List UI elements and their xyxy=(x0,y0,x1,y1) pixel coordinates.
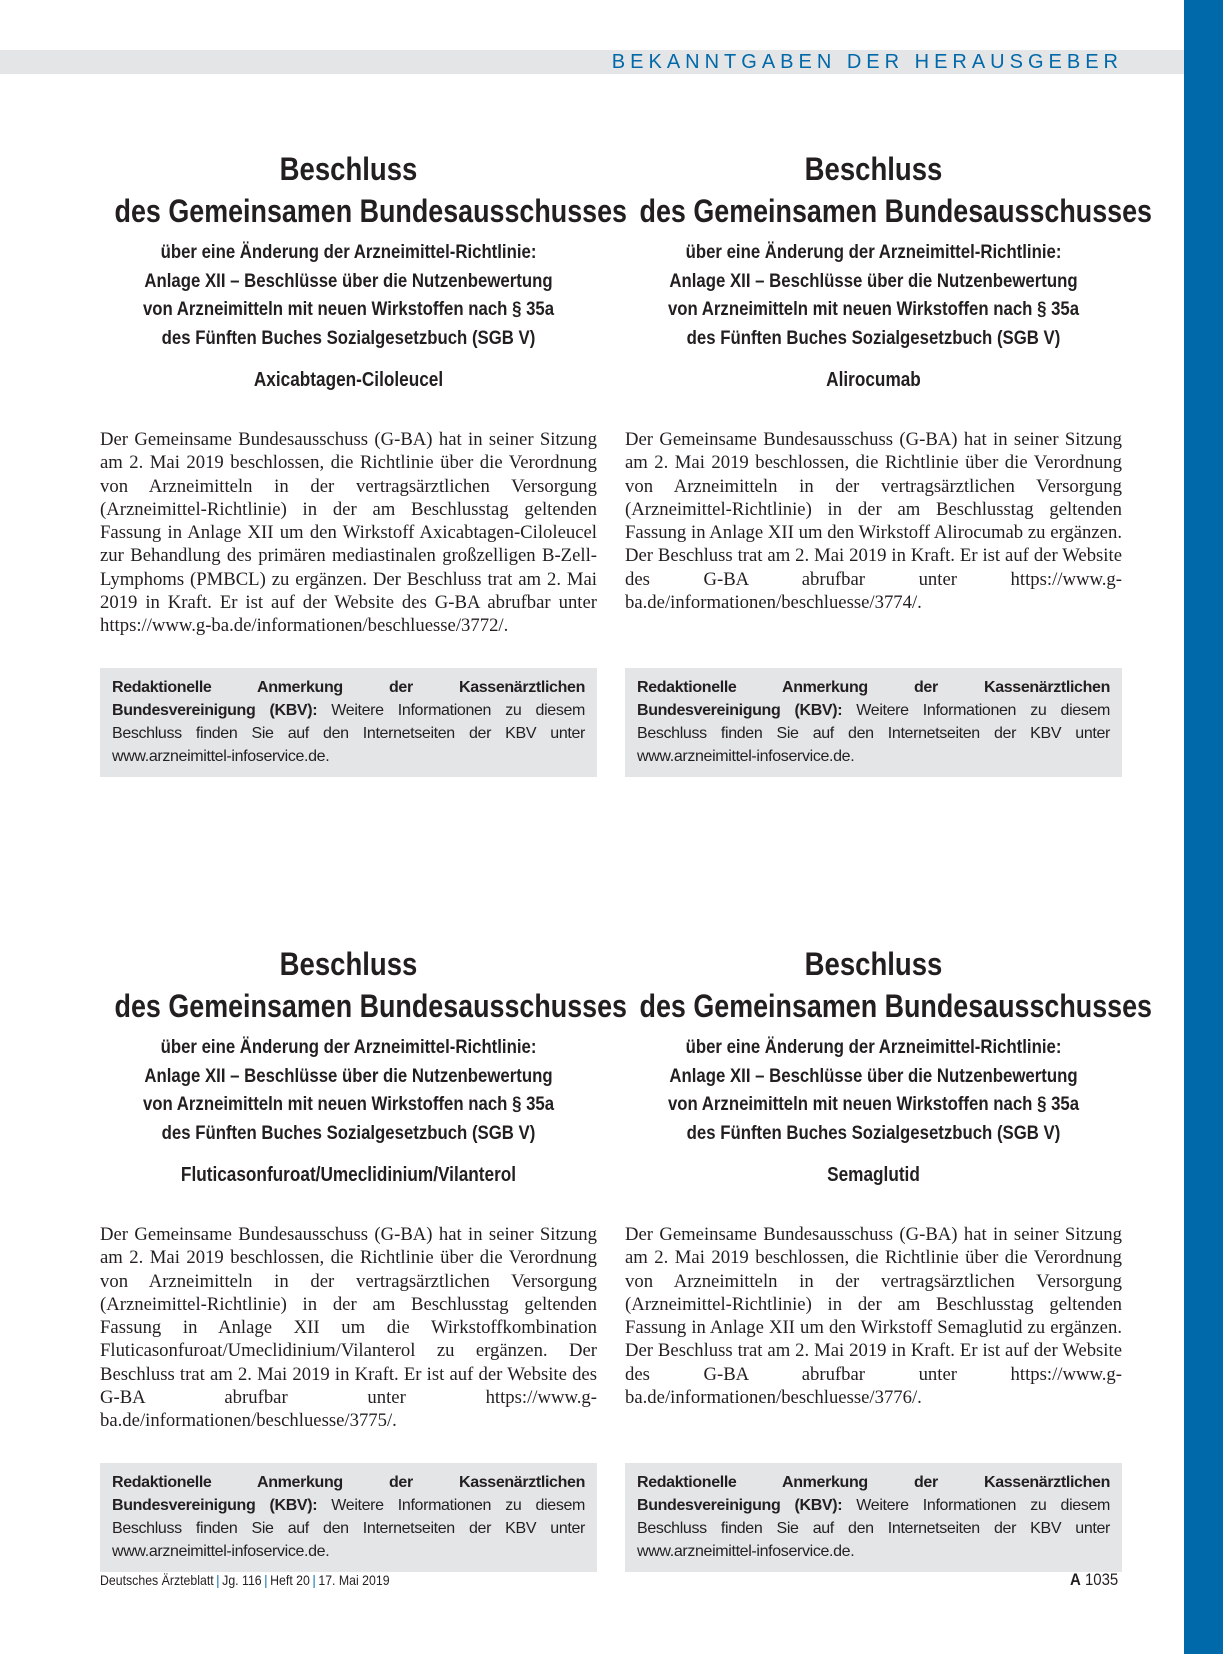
notice-drug-name: Axicabtagen-Ciloleucel xyxy=(253,369,444,391)
subtitle-line: Anlage XII – Beschlüsse über die Nutzenbewertung xyxy=(144,1064,553,1087)
footer-journal: Deutsches Ärzteblatt xyxy=(100,1572,214,1588)
subtitle-line: von Arzneimitteln mit neuen Wirkstoffen nach § 35a xyxy=(667,1093,1080,1115)
note-text: Weitere Informationen zu diesem Beschluss finden Sie auf den Internetseiten der KBV unter www.arzneimittel-infoservice.de. xyxy=(112,1497,585,1560)
notice-subtitle xyxy=(625,238,1122,352)
subtitle-line: über eine Änderung der Arzneimittel-Richtlinie: xyxy=(160,241,537,263)
editorial-note xyxy=(100,1463,597,1572)
footer-citation xyxy=(100,1570,390,1590)
side-color-bar xyxy=(1184,0,1223,1654)
footer-separator: | xyxy=(264,1572,268,1588)
subtitle-line: des Fünften Buches Sozialgesetzbuch (SGB V) xyxy=(686,1121,1061,1144)
subtitle-line: Anlage XII – Beschlüsse über die Nutzenbewertung xyxy=(669,269,1078,292)
subtitle-line: von Arzneimitteln mit neuen Wirkstoffen nach § 35a xyxy=(667,298,1080,320)
note-text: Weitere Informationen zu diesem Beschluss finden Sie auf den Internetseiten der KBV unter www.arzneimittel-infoservice.de. xyxy=(637,1497,1110,1560)
page-number xyxy=(1070,1570,1118,1590)
note-heading: Redaktionelle Anmerkung der Kassenärztlichen Bundesvereinigung (KBV): xyxy=(637,679,1110,719)
section-title: BEKANNTGABEN DER HERAUSGEBER xyxy=(611,51,1123,73)
subtitle-line: von Arzneimitteln mit neuen Wirkstoffen nach § 35a xyxy=(142,298,555,320)
subtitle-line: des Fünften Buches Sozialgesetzbuch (SGB V) xyxy=(161,326,536,349)
notice-title-authority: des Gemeinsamen Bundesausschusses xyxy=(639,988,1152,1024)
notice-body: Der Gemeinsame Bundesausschuss (G-BA) hat in seiner Sitzung am 2. Mai 2019 beschlossen, die Richtlinie über die Verordnung von Arzneimitteln in der vertragsärztlichen Versorgung (Arzneimittel-Richtlinie) in der am Beschlusstag geltenden Fassung in Anlage XII um den Wirkstoff Alirocumab zu ergänzen. Der Beschluss trat am 2. Mai 2019 in Kraft. Er ist auf der Website des G-BA abrufbar unter https://www.g-ba.de/informationen/beschluesse/3774/. xyxy=(625,429,1122,614)
notice-body: Der Gemeinsame Bundesausschuss (G-BA) hat in seiner Sitzung am 2. Mai 2019 beschlossen, die Richtlinie über die Verordnung von Arzneimitteln in der vertragsärztlichen Versorgung (Arzneimittel-Richtlinie) in der am Beschlusstag geltenden Fassung in Anlage XII um den Wirkstoff Semaglutid zu ergänzen. Der Beschluss trat am 2. Mai 2019 in Kraft. Er ist auf der Website des G-BA abrufbar unter https://www.g-ba.de/informationen/beschluesse/3776/. xyxy=(625,1224,1122,1409)
notice-fluticasonfuroat xyxy=(100,943,627,1560)
page-number-value: 1035 xyxy=(1084,1570,1119,1589)
editorial-note xyxy=(625,1463,1122,1572)
subtitle-line: über eine Änderung der Arzneimittel-Richtlinie: xyxy=(685,241,1062,263)
notice-body: Der Gemeinsame Bundesausschuss (G-BA) hat in seiner Sitzung am 2. Mai 2019 beschlossen, die Richtlinie über die Verordnung von Arzneimitteln in der vertragsärztlichen Versorgung (Arzneimittel-Richtlinie) in der am Beschlusstag geltenden Fassung in Anlage XII um die Wirkstoffkombination Fluticasonfuroat/Umeclidinium/Vilanterol zu ergänzen. Der Beschluss trat am 2. Mai 2019 in Kraft. Er ist auf der Website des G-BA abrufbar unter https://www.g-ba.de/informationen/beschluesse/3775/. xyxy=(100,1224,597,1432)
editorial-note xyxy=(625,668,1122,777)
notice-title-authority: des Gemeinsamen Bundesausschusses xyxy=(114,193,627,229)
note-text: Weitere Informationen zu diesem Beschluss finden Sie auf den Internetseiten der KBV unter www.arzneimittel-infoservice.de. xyxy=(112,702,585,765)
note-heading: Redaktionelle Anmerkung der Kassenärztlichen Bundesvereinigung (KBV): xyxy=(112,1474,585,1514)
notice-title: Beschluss xyxy=(804,151,943,187)
subtitle-line: von Arzneimitteln mit neuen Wirkstoffen nach § 35a xyxy=(142,1093,555,1115)
notice-title: Beschluss xyxy=(279,946,418,982)
notice-drug-name: Alirocumab xyxy=(826,369,921,391)
notice-drug-name: Semaglutid xyxy=(827,1164,920,1186)
subtitle-line: Anlage XII – Beschlüsse über die Nutzenbewertung xyxy=(144,269,553,292)
note-heading: Redaktionelle Anmerkung der Kassenärztlichen Bundesvereinigung (KBV): xyxy=(112,679,585,719)
notice-title-authority: des Gemeinsamen Bundesausschusses xyxy=(639,193,1152,229)
notice-semaglutid xyxy=(625,943,1152,1560)
page-prefix: A xyxy=(1070,1570,1081,1589)
notice-title: Beschluss xyxy=(804,946,943,982)
notice-drug-name: Fluticasonfuroat/Umeclidinium/Vilanterol xyxy=(180,1164,517,1186)
subtitle-line: Anlage XII – Beschlüsse über die Nutzenbewertung xyxy=(669,1064,1078,1087)
subtitle-line: über eine Änderung der Arzneimittel-Richtlinie: xyxy=(685,1036,1062,1058)
notice-alirocumab xyxy=(625,148,1152,765)
footer-date: 17. Mai 2019 xyxy=(318,1572,390,1588)
note-heading: Redaktionelle Anmerkung der Kassenärztlichen Bundesvereinigung (KBV): xyxy=(637,1474,1110,1514)
subtitle-line: des Fünften Buches Sozialgesetzbuch (SGB V) xyxy=(161,1121,536,1144)
footer-issue: Heft 20 xyxy=(270,1572,310,1588)
notice-title-authority: des Gemeinsamen Bundesausschusses xyxy=(114,988,627,1024)
notice-subtitle xyxy=(100,1033,597,1147)
notice-subtitle xyxy=(625,1033,1122,1147)
notice-subtitle xyxy=(100,238,597,352)
notice-axicabtagen xyxy=(100,148,627,765)
footer-separator: | xyxy=(312,1572,316,1588)
editorial-note xyxy=(100,668,597,777)
subtitle-line: des Fünften Buches Sozialgesetzbuch (SGB V) xyxy=(686,326,1061,349)
subtitle-line: über eine Änderung der Arzneimittel-Richtlinie: xyxy=(160,1036,537,1058)
note-text: Weitere Informationen zu diesem Beschluss finden Sie auf den Internetseiten der KBV unter www.arzneimittel-infoservice.de. xyxy=(637,702,1110,765)
notice-title: Beschluss xyxy=(279,151,418,187)
footer-volume: Jg. 116 xyxy=(222,1572,262,1588)
notice-body: Der Gemeinsame Bundesausschuss (G-BA) hat in seiner Sitzung am 2. Mai 2019 beschlossen, die Richtlinie über die Verordnung von Arzneimitteln in der vertragsärztlichen Versorgung (Arzneimittel-Richtlinie) in der am Beschlusstag geltenden Fassung in Anlage XII um den Wirkstoff Axicabtagen-Ciloleucel zur Behandlung des primären mediastinalen großzelligen B-Zell-Lymphoms (PMBCL) zu ergänzen. Der Beschluss trat am 2. Mai 2019 in Kraft. Er ist auf der Website des G-BA abrufbar unter https://www.g-ba.de/informationen/beschluesse/3772/. xyxy=(100,429,597,637)
footer-separator: | xyxy=(216,1572,220,1588)
